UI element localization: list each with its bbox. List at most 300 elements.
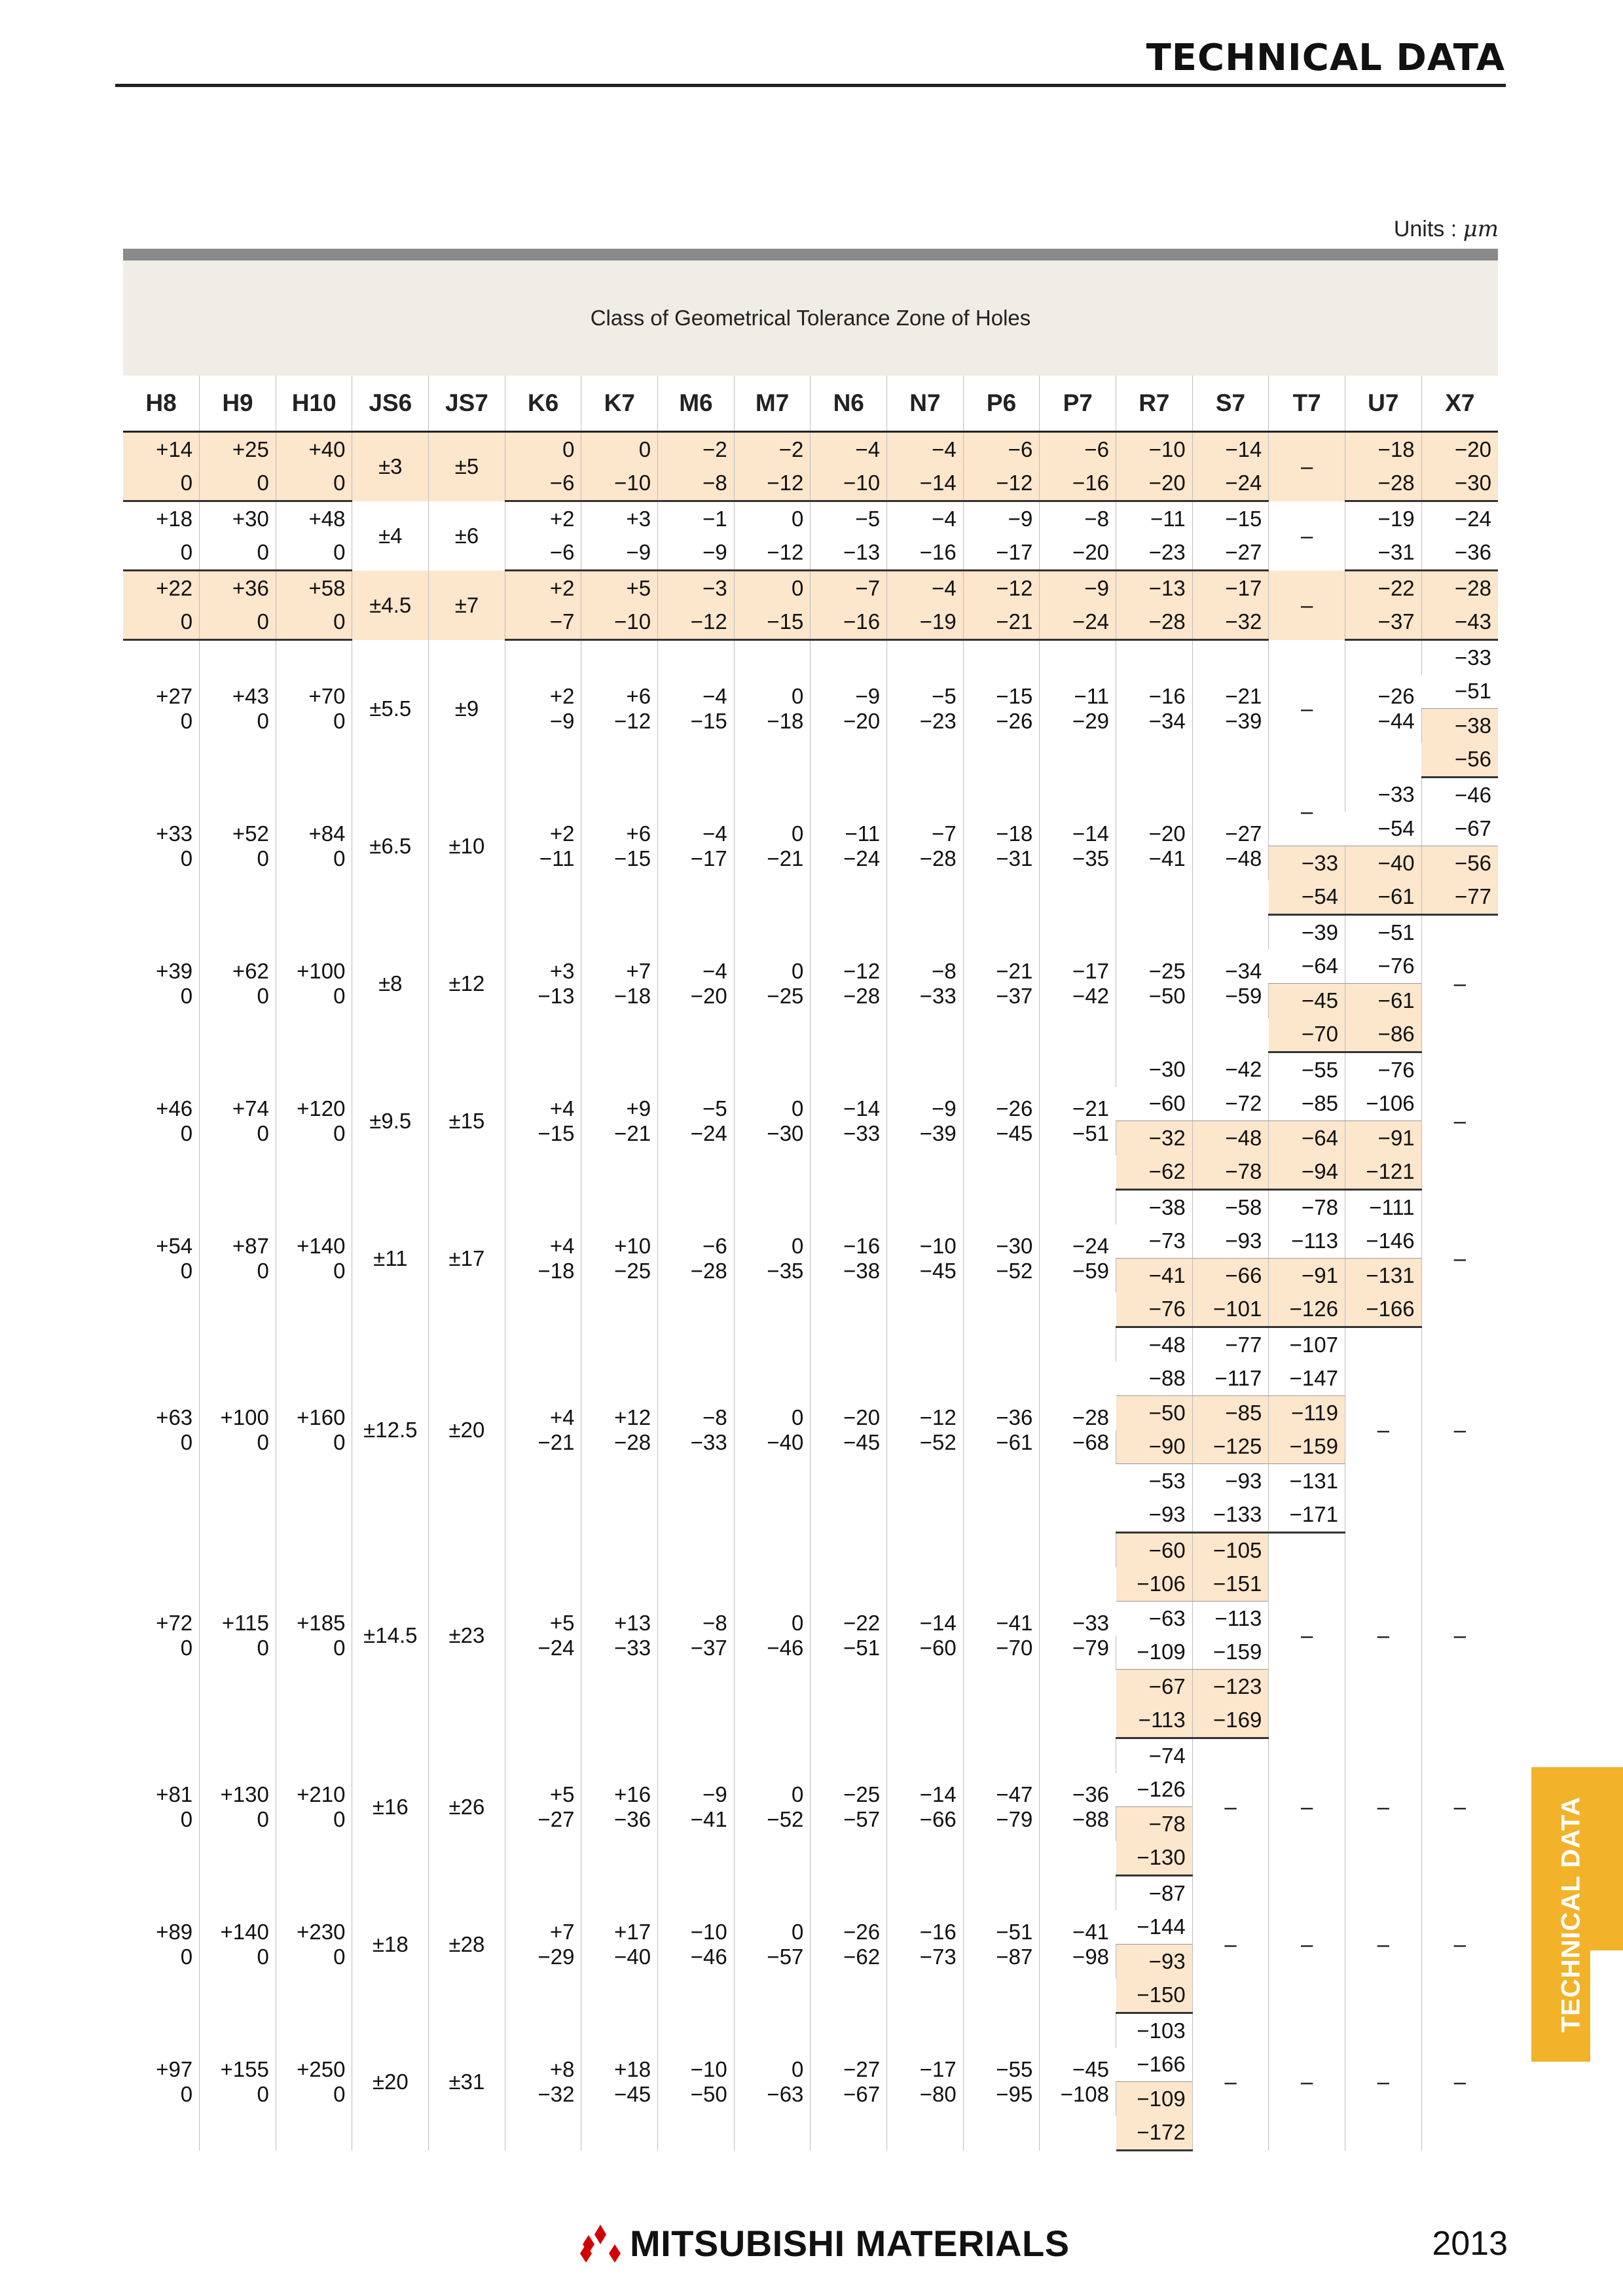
table-cell: 0 [734,1190,811,1259]
table-cell: 0 [734,1738,811,1807]
table-cell: −48 [1116,1327,1193,1362]
table-cell: −13 [505,984,581,1052]
table-cell: −4 [887,571,964,605]
table-cell: −33 [1040,1533,1116,1636]
table-cell: −117 [1192,1362,1269,1396]
table-cell: 0 [734,778,811,846]
units-prefix: Units : [1393,217,1463,242]
table-cell: −19 [1345,501,1422,536]
table-cell: – [1269,571,1345,640]
table-cell: −4 [658,915,735,984]
table-cell: ±12.5 [352,1327,429,1533]
table-cell: – [1192,1876,1269,2013]
table-cell: −50 [658,2082,735,2151]
table-row [123,1121,1498,1155]
table-cell: +81 [156,1782,193,1806]
table-cell: −9 [658,536,735,571]
table-cell: ±12 [429,915,505,1052]
table-cell: +5 [505,1533,581,1636]
table-cell: −133 [1192,1498,1269,1533]
table-cell: −7 [505,605,581,640]
table-cell: ±4 [352,501,429,571]
table-cell: −9 [963,501,1040,536]
table-cell: −34 [1116,709,1193,778]
table-cell: −111 [1345,1190,1422,1225]
table-cell: −27 [811,2013,887,2082]
table-cell: −10 [658,2013,735,2082]
table-cell: −18 [1345,432,1422,467]
table-cell: ±6 [429,501,505,571]
table-cell: −56 [1421,846,1498,880]
table-cell: −46 [1421,778,1498,812]
table-cell: −60 [1116,1533,1193,1568]
table-cell: +3 [505,915,581,984]
table-cell: −66 [1192,1259,1269,1293]
table-cell: +18 [581,2013,658,2082]
table-cell: −20 [1116,778,1193,846]
table-cell: −14 [811,1052,887,1121]
table-cell: 0 [734,1327,811,1430]
table-cell: −47 [963,1738,1040,1807]
table-cell: −5 [887,640,964,709]
table-cell: −108 [1040,2082,1116,2151]
table-cell: +230 [276,1876,352,1945]
table-cell: −20 [658,984,735,1052]
table-cell: −12 [734,467,811,501]
table-cell: −12 [963,467,1040,501]
table-cell: −169 [1192,1704,1269,1738]
table-cell: ±28 [429,1876,505,2013]
table-cell: −147 [1269,1362,1345,1396]
table-cell: −37 [658,1636,735,1738]
table-cell: −57 [734,1945,811,2013]
table-cell: −159 [1192,1636,1269,1670]
table-cell: −78 [1269,1190,1345,1225]
table-cell: −63 [1148,1605,1186,1630]
tolerance-table [123,376,1498,2151]
table-cell: +54 [156,1233,193,1258]
table-cell: −16 [811,605,887,640]
table-cell: −68 [1040,1430,1116,1533]
table-cell: −144 [1116,1910,1193,1945]
header-rule [115,84,1506,87]
table-cell: −37 [963,984,1040,1052]
table-cell: ±11 [352,1190,429,1327]
table-cell: −20 [1421,432,1498,467]
table-cell: −103 [1116,2013,1193,2048]
table-cell: −70 [963,1636,1040,1738]
table-cell: +63 [156,1405,193,1429]
table-cell: −11 [1116,501,1193,536]
table-cell: −7 [887,778,964,846]
table-cell: −20 [1040,536,1116,571]
table-cell: −93 [1192,1464,1269,1498]
table-cell: 0 [180,1429,193,1454]
table-header-row [123,376,1498,432]
table-cell: −113 [1116,1704,1193,1738]
table-cell: ±3 [352,432,429,501]
table-cell: −30 [963,1190,1040,1259]
table-cell: −42 [1040,984,1116,1052]
table-cell: −2 [658,432,735,467]
table-cell: −85 [1192,1396,1269,1430]
table-cell: −53 [1148,1468,1186,1493]
table-cell: −51 [963,1876,1040,1945]
table-cell: −66 [887,1807,964,1876]
table-cell: −24 [505,1636,581,1738]
table-cell: −7 [811,571,887,605]
table-cell: −34 [1192,915,1269,984]
table-cell: 0 [200,605,276,640]
table-cell: −59 [1192,984,1269,1052]
table-cell: −6 [505,536,581,571]
table-cell: −113 [1192,1602,1269,1636]
table-cell: −16 [811,1190,887,1259]
table-cell: −35 [1040,846,1116,915]
table-cell: −9 [1040,571,1116,605]
table-cell: −8 [658,1327,735,1430]
table-cell: +115 [200,1533,276,1636]
table-cell: −171 [1269,1498,1345,1533]
table-row [123,1533,1498,1568]
table-cell: – [1192,2013,1269,2151]
table-cell: −150 [1116,1979,1193,2013]
table-cell: ±4.5 [352,571,429,640]
table-cell: −87 [963,1945,1040,2013]
table-cell: ±26 [429,1738,505,1876]
table-row [123,571,1498,605]
table-cell: −45 [581,2082,658,2151]
table-cell: +130 [200,1738,276,1807]
table-cell: +4 [505,1327,581,1430]
table-row [123,1190,1498,1225]
column-header-t7: T7 [1269,376,1345,432]
column-header-k6: K6 [505,376,581,432]
table-cell: ±9.5 [352,1052,429,1190]
table-cell: −25 [734,984,811,1052]
table-cell: −40 [734,1430,811,1533]
table-cell: −46 [658,1945,735,2013]
table-cell: 0 [180,708,193,733]
table-cell: 0 [123,605,200,640]
table-cell: 0 [734,1876,811,1945]
table-cell: −3 [658,571,735,605]
table-cell: −24 [1192,467,1269,501]
table-cell: −4 [887,501,964,536]
table-cell: +84 [276,778,352,846]
table-cell: −14 [887,1533,964,1636]
table-cell: −25 [811,1738,887,1807]
table-cell: 0 [200,1945,276,2013]
table-cell: −26 [963,709,1040,778]
table-cell: 0 [276,605,352,640]
table-cell: 0 [276,1430,352,1533]
table-cell: ±8 [352,915,429,1052]
column-header-p6: P6 [963,376,1040,432]
table-cell: −87 [1116,1876,1193,1910]
table-cell: −10 [1116,432,1193,467]
table-cell: – [1269,778,1345,846]
table-cell: −94 [1269,1155,1345,1190]
table-cell: −54 [1269,880,1345,915]
table-cell: −60 [1116,1087,1193,1121]
table-cell: +4 [505,1190,581,1259]
table-cell: −62 [811,1945,887,2013]
table-cell: −130 [1116,1841,1193,1876]
table-cell: −40 [581,1945,658,2013]
table-cell: −50 [1116,1396,1193,1430]
table-cell: −15 [963,640,1040,709]
table-cell: −95 [963,2082,1040,2151]
table-cell: −166 [1345,1293,1422,1327]
table-cell: – [1269,2013,1345,2151]
table-cell: −10 [887,1190,964,1259]
table-cell: 0 [734,571,811,605]
table-cell: −51 [1421,675,1498,709]
column-header-k7: K7 [581,376,658,432]
table-cell: – [1345,1327,1422,1533]
table-cell: −9 [505,709,581,778]
table-cell: −8 [887,915,964,984]
table-cell: −46 [734,1636,811,1738]
table-cell: +46 [156,1096,193,1121]
table-row [123,501,1498,536]
table-cell: −45 [887,1259,964,1327]
table-cell: −21 [1192,640,1269,709]
table-cell: −12 [887,1327,964,1430]
table-cell: −36 [1040,1738,1116,1807]
table-cell: −146 [1345,1225,1422,1259]
table-cell: −63 [734,2082,811,2151]
table-cell: −109 [1116,2082,1193,2116]
table-cell: −90 [1116,1430,1193,1464]
table-cell: −44 [1345,709,1422,778]
table-cell: −64 [1269,950,1345,984]
table-cell: −6 [505,467,581,501]
table-cell: −37 [1345,605,1422,640]
table-cell: −51 [1345,915,1422,950]
table-cell: −18 [581,984,658,1052]
table-cell: −4 [811,432,887,467]
table-cell: −16 [887,536,964,571]
table-cell: ±20 [352,2013,429,2151]
table-cell: −12 [658,605,735,640]
table-cell: +25 [200,432,276,467]
table-cell: −74 [1116,1738,1193,1773]
table-cell: −1 [658,501,735,536]
table-cell: −85 [1269,1087,1345,1121]
table-cell: −41 [1040,1876,1116,1945]
page-header-title: TECHNICAL DATA [1146,37,1505,79]
table-cell: +33 [156,821,193,846]
table-cell: 0 [200,536,276,571]
table-cell: −41 [1116,1259,1193,1293]
table-cell: −15 [505,1121,581,1190]
table-cell: ±14.5 [352,1533,429,1738]
table-cell: −27 [505,1807,581,1876]
table-cell: 0 [123,536,200,571]
table-cell: 0 [276,1945,352,2013]
table-cell: – [1421,915,1498,1052]
table-row [123,1259,1498,1293]
table-cell: 0 [276,1259,352,1327]
table-cell: 0 [180,983,193,1008]
table-cell: −20 [1116,467,1193,501]
table-cell: 0 [180,846,193,870]
table-cell: −18 [963,778,1040,846]
table-cell: −11 [505,846,581,915]
table-cell: −21 [734,846,811,915]
table-cell: +3 [581,501,658,536]
table-cell: −159 [1269,1430,1345,1464]
table-cell: −70 [1269,1018,1345,1052]
table-cell: −59 [1040,1259,1116,1327]
table-cell: +2 [505,640,581,709]
table-cell: +18 [156,506,193,531]
table-row [123,915,1498,950]
table-cell: −31 [1345,536,1422,571]
table-row [123,640,1498,675]
table-cell: −32 [505,2082,581,2151]
table-cell: +210 [276,1738,352,1807]
table-cell: +2 [505,571,581,605]
table-cell: −28 [1040,1327,1116,1430]
table-cell: 0 [200,984,276,1052]
table-cell: −62 [1116,1155,1193,1190]
table-cell: −73 [887,1945,964,2013]
table-cell: ±9 [429,640,505,778]
table-cell: −91 [1345,1121,1422,1155]
table-cell: −14 [1192,432,1269,467]
table-cell: −21 [581,1121,658,1190]
page-year: 2013 [1432,2225,1508,2263]
table-cell: −41 [658,1807,735,1876]
table-cell: −105 [1192,1533,1269,1568]
table-cell: −101 [1192,1293,1269,1327]
table-cell: – [1269,1533,1345,1738]
table-cell: −24 [811,846,887,915]
table-cell: −24 [1040,605,1116,640]
table-cell: −32 [1192,605,1269,640]
table-cell: +100 [276,915,352,984]
table-cell: – [1192,1738,1269,1876]
table-cell: −11 [1040,640,1116,709]
table-cell: −126 [1269,1293,1345,1327]
table-cell: −38 [1421,709,1498,743]
table-cell: −61 [1345,984,1422,1018]
table-cell: −26 [1345,640,1422,709]
table-cell: −25 [1116,915,1193,984]
table-cell: 0 [200,1430,276,1533]
table-cell: −6 [658,1190,735,1259]
table-cell: −106 [1345,1087,1422,1121]
table-cell: −2 [734,432,811,467]
table-cell: −12 [734,536,811,571]
table-row [123,778,1498,812]
table-body [123,432,1498,2151]
table-cell: −15 [1192,501,1269,536]
table-cell: −11 [811,778,887,846]
table-row [123,2013,1498,2048]
table-cell: −45 [1040,2013,1116,2082]
table-cell: −4 [887,432,964,467]
table-cell: −27 [1192,778,1269,846]
table-cell: ±6.5 [352,778,429,915]
table-cell: −57 [811,1807,887,1876]
units-value: μm [1463,216,1499,242]
table-cell: −22 [1345,571,1422,605]
table-cell: −52 [963,1259,1040,1327]
table-cell: −42 [1192,1052,1269,1087]
column-header-n7: N7 [887,376,964,432]
table-cell: −19 [887,605,964,640]
table-cell: −52 [734,1807,811,1876]
table-cell: +62 [200,915,276,984]
table-cell: +87 [200,1190,276,1259]
table-cell: −33 [1421,640,1498,675]
side-tab-notch [1590,1950,1623,2062]
mitsubishi-diamonds-icon [580,2225,621,2263]
table-cell: −77 [1421,880,1498,915]
table-cell: −16 [1040,467,1116,501]
table-cell: 0 [200,709,276,778]
table-cell: −28 [887,846,964,915]
table-cell: −50 [1116,984,1193,1052]
table-cell: +10 [581,1190,658,1259]
table-cell: −15 [734,605,811,640]
table-cell: −14 [887,1738,964,1807]
table-cell: 0 [123,467,200,501]
table-row [123,1430,1498,1464]
column-header-r7: R7 [1116,376,1193,432]
table-cell: +5 [505,1738,581,1807]
table-cell: −20 [811,1327,887,1430]
table-cell: 0 [276,846,352,915]
table-cell: −131 [1269,1464,1345,1498]
table-cell: −93 [1192,1225,1269,1259]
table-cell: −4 [658,778,735,846]
column-header-u7: U7 [1345,376,1422,432]
table-cell: ±10 [429,778,505,915]
table-cell: 0 [276,984,352,1052]
table-cell: −56 [1421,743,1498,778]
table-cell: −88 [1040,1807,1116,1876]
column-header-p7: P7 [1040,376,1116,432]
table-row [123,432,1498,467]
table-row [123,984,1498,1018]
table-cell: −17 [1040,915,1116,984]
table-cell: +250 [276,2013,352,2082]
table-cell: −107 [1269,1327,1345,1362]
table-cell: −78 [1192,1155,1269,1190]
table-cell: +2 [505,778,581,846]
table-cell: −21 [963,915,1040,984]
table-cell: −30 [1421,467,1498,501]
table-cell: −17 [658,846,735,915]
table-cell: −18 [505,1259,581,1327]
table-cell: −131 [1345,1259,1422,1293]
table-cell: −24 [1040,1190,1116,1259]
table-cell: −6 [1040,432,1116,467]
units-label [1394,216,1499,242]
table-cell: −48 [1192,846,1269,915]
table-cell: −41 [963,1533,1040,1636]
table-cell: – [1421,2013,1498,2151]
table-cell: −166 [1116,2048,1193,2082]
table-cell: −67 [811,2082,887,2151]
table-cell: −10 [658,1876,735,1945]
table-cell: +40 [276,432,352,467]
